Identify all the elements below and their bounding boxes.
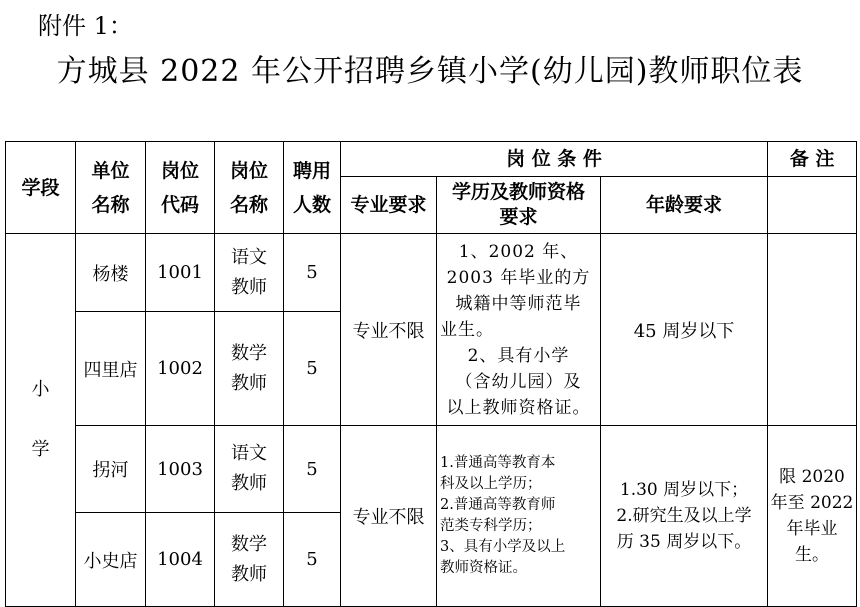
unit-cell: 小史店 — [76, 513, 146, 607]
code-cell: 1003 — [146, 426, 215, 513]
count-cell: 5 — [284, 312, 341, 426]
header-remark: 备 注 — [768, 142, 857, 177]
attachment-label: 附件 1： — [38, 12, 133, 40]
post-cell: 数学 教师 — [215, 513, 284, 607]
count-cell: 5 — [284, 513, 341, 607]
code-cell: 1004 — [146, 513, 215, 607]
position-table — [5, 141, 857, 607]
header-code: 岗位 代码 — [146, 142, 215, 234]
stage-cell: 小 学 — [6, 234, 76, 607]
edu-cell: 1.普通高等教育本 科及以上学历； 2.普通高等教育师 范类专科学历； 3、具有小学及以上 教师资格证。 — [437, 426, 601, 607]
major-cell: 专业不限 — [341, 426, 437, 607]
unit-cell: 杨楼 — [76, 234, 146, 312]
header-count: 聘用 人数 — [284, 142, 341, 234]
header-stage: 学段 — [6, 142, 76, 234]
edu-cell: 1、2002 年、 2003 年毕业的方 城籍中等师范毕 业生。 2、具有小学 （含幼儿园）及 以上教师资格证。 — [437, 234, 601, 426]
header-remark-blank — [768, 177, 857, 234]
header-major: 专业要求 — [341, 177, 437, 234]
post-cell: 语文 教师 — [215, 426, 284, 513]
header-post: 岗位 名称 — [215, 142, 284, 234]
code-cell: 1002 — [146, 312, 215, 426]
unit-cell: 四里店 — [76, 312, 146, 426]
age-cell: 1.30 周岁以下； 2.研究生及以上学 历 35 周岁以下。 — [601, 426, 768, 607]
post-cell: 数学 教师 — [215, 312, 284, 426]
remark-cell — [768, 234, 857, 426]
age-cell: 45 周岁以下 — [601, 234, 768, 426]
major-cell: 专业不限 — [341, 234, 437, 426]
unit-cell: 拐河 — [76, 426, 146, 513]
header-conditions: 岗 位 条 件 — [341, 142, 768, 177]
code-cell: 1001 — [146, 234, 215, 312]
header-unit: 单位 名称 — [76, 142, 146, 234]
count-cell: 5 — [284, 234, 341, 312]
count-cell: 5 — [284, 426, 341, 513]
header-edu: 学历及教师资格 要求 — [437, 177, 601, 234]
remark-cell: 限 2020 年至 2022 年毕业 生。 — [768, 426, 857, 607]
header-age: 年龄要求 — [601, 177, 768, 234]
post-cell: 语文 教师 — [215, 234, 284, 312]
page-title: 方城县 2022 年公开招聘乡镇小学(幼儿园)教师职位表 — [56, 54, 804, 89]
